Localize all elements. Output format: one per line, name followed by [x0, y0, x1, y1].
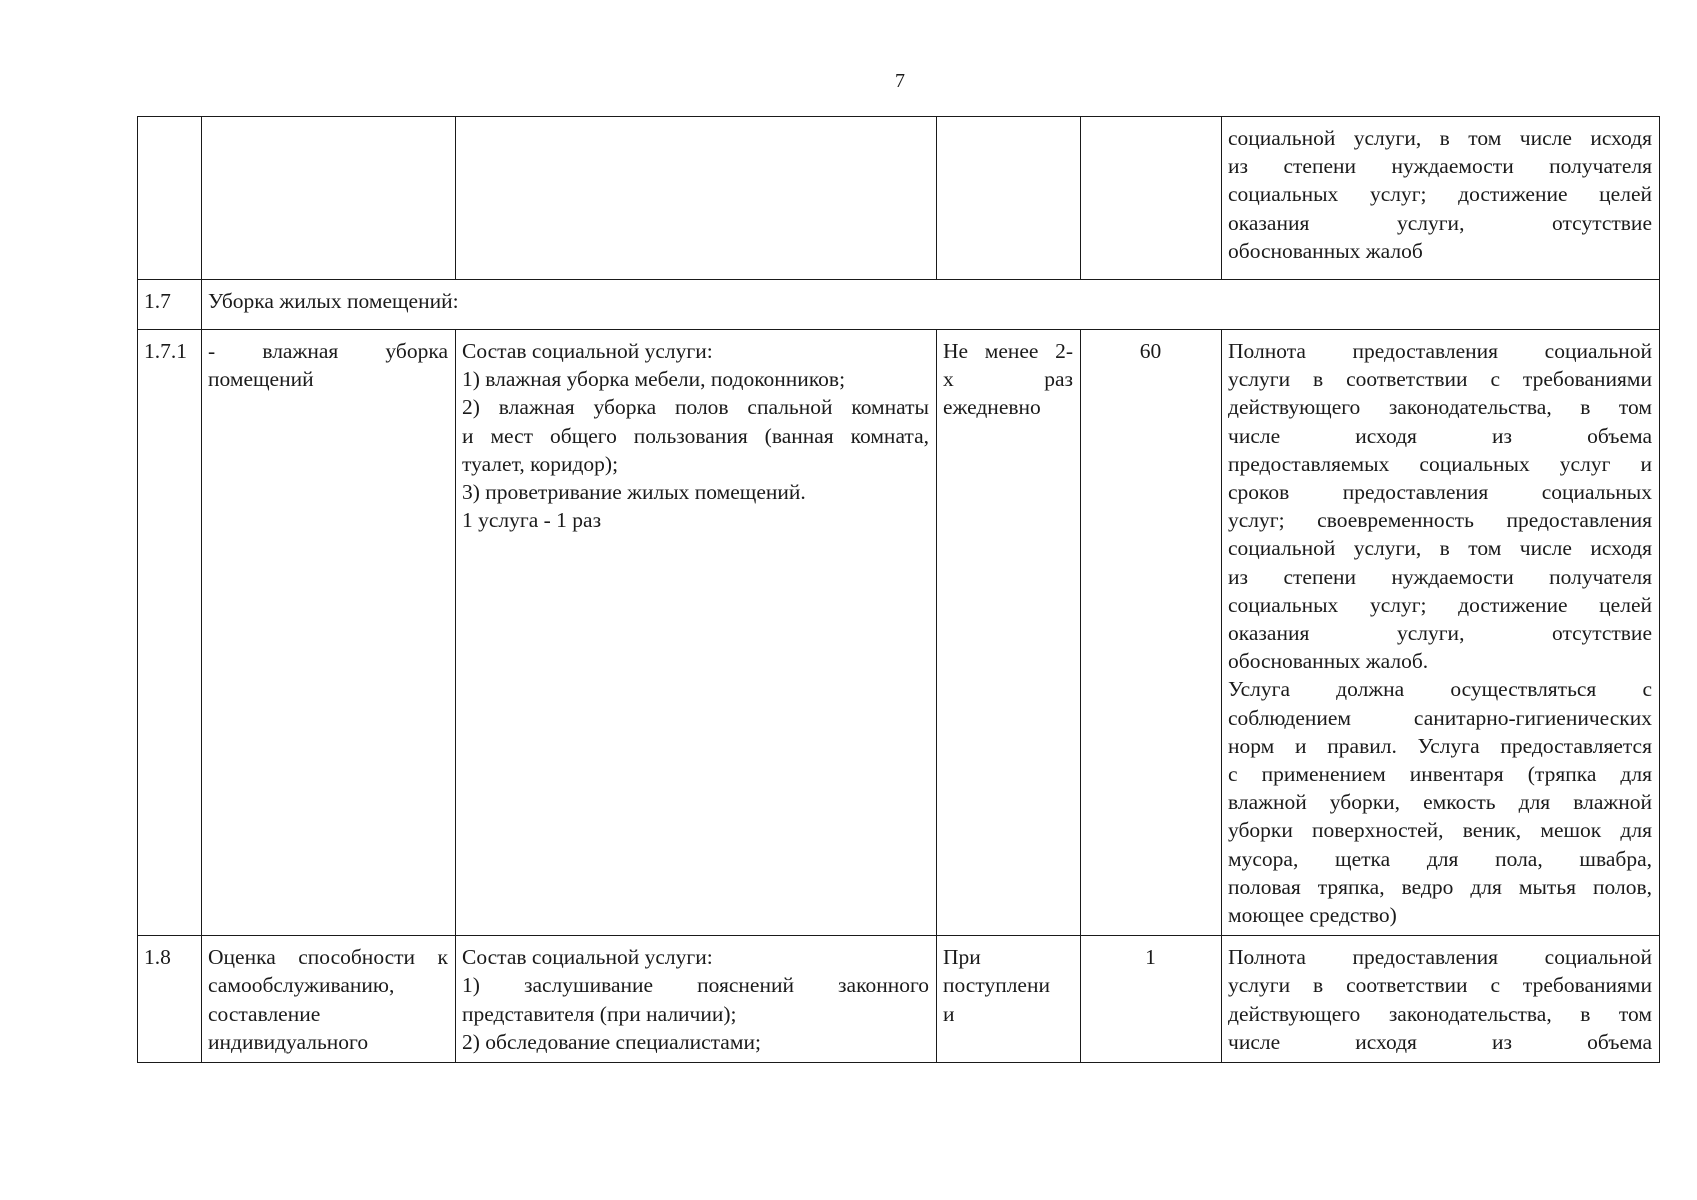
frequency-line: поступлени [943, 973, 1050, 998]
quality-line: оказания услуги, отсутствие [1228, 210, 1652, 235]
service-frequency [937, 936, 1081, 1063]
quality-line: Полнота предоставления социальной [1228, 339, 1652, 363]
quality-line: числе исходя из объема [1228, 1029, 1652, 1054]
service-amount: 1 [1081, 936, 1222, 1063]
quality-line: предоставляемых социальных услуг и [1228, 451, 1652, 476]
quality-line: соблюдением санитарно-гигиенических [1228, 705, 1652, 730]
content-line: Состав социальной услуги: [462, 339, 713, 363]
quality-line: социальных услуг; достижение целей [1228, 592, 1652, 617]
quality-line: Полнота предоставления социальной [1228, 945, 1652, 970]
content-line: Состав социальной услуги: [462, 945, 713, 970]
content-line: 2) влажная уборка полов спальной комнаты [462, 395, 929, 420]
service-name-line: - влажная уборка [208, 339, 448, 363]
cell-amount [1081, 117, 1222, 280]
content-line: туалет, коридор); [462, 451, 619, 476]
content-line: 2) обследование специалистами; [462, 1029, 761, 1054]
content-line: 1) заслушивание пояснений законного [462, 973, 929, 998]
frequency-line: При [943, 945, 981, 970]
quality-line: услуги в соответствии с требованиями [1228, 367, 1652, 392]
quality-line: сроков предоставления социальных [1228, 480, 1652, 505]
quality-line: действующего законодательства, в том [1228, 395, 1652, 420]
quality-line: влажной уборки, емкость для влажной [1228, 790, 1652, 815]
service-name [202, 330, 456, 936]
quality-line: с применением инвентаря (тряпка для [1228, 762, 1652, 787]
service-name-line: помещений [208, 367, 314, 392]
table-row-1-7-1 [138, 330, 1660, 936]
service-content [456, 936, 937, 1063]
service-name-line: индивидуального [208, 1029, 369, 1054]
quality-line: обоснованных жалоб [1228, 238, 1423, 263]
row-number: 1.7 [138, 280, 202, 330]
cell-name [202, 117, 456, 280]
frequency-line: х раз [943, 367, 1073, 392]
quality-line: действующего законодательства, в том [1228, 1001, 1652, 1026]
quality-line: норм и правил. Услуга предоставляется [1228, 733, 1652, 758]
quality-line: социальной услуги, в том числе исходя [1228, 126, 1652, 150]
frequency-line: и [943, 1001, 955, 1026]
page-number: 7 [895, 70, 905, 92]
row-number: 1.8 [138, 936, 202, 1063]
service-name-line: Оценка способности к [208, 945, 448, 970]
frequency-line: ежедневно [943, 395, 1041, 420]
frequency-line: Не менее 2- [943, 339, 1073, 363]
row-number: 1.7.1 [138, 330, 202, 936]
quality-line: мусора, щетка для пола, швабра, [1228, 846, 1652, 871]
service-amount: 60 [1081, 330, 1222, 936]
content-line: и мест общего пользования (ванная комната, [462, 423, 929, 448]
cell-num [138, 117, 202, 280]
service-name-line: самообслуживанию, [208, 973, 395, 998]
table-row-1-7 [138, 280, 1660, 330]
quality-line: уборки поверхностей, веник, мешок для [1228, 818, 1652, 843]
service-quality [1222, 936, 1660, 1063]
content-line: представителя (при наличии); [462, 1001, 737, 1026]
service-frequency [937, 330, 1081, 936]
service-quality [1222, 330, 1660, 936]
quality-line: услуги в соответствии с требованиями [1228, 973, 1652, 998]
quality-line: моющее средство) [1228, 903, 1397, 928]
table-row-1-8 [138, 936, 1660, 1063]
quality-line: услуг; своевременность предоставления [1228, 508, 1652, 533]
quality-line: обоснованных жалоб. [1228, 649, 1429, 674]
section-title: Уборка жилых помещений: [202, 280, 1660, 330]
quality-line: социальных услуг; достижение целей [1228, 182, 1652, 207]
services-table [137, 116, 1660, 1063]
quality-line: Услуга должна осуществляться с [1228, 677, 1652, 702]
content-line: 3) проветривание жилых помещений. [462, 480, 806, 505]
content-line: 1 услуга - 1 раз [462, 508, 602, 533]
quality-line: половая тряпка, ведро для мытья полов, [1228, 874, 1652, 899]
quality-line: оказания услуги, отсутствие [1228, 621, 1652, 646]
quality-line: из степени нуждаемости получателя [1228, 564, 1652, 589]
service-name-line: составление [208, 1001, 321, 1026]
quality-line: социальной услуги, в том числе исходя [1228, 536, 1652, 561]
cell-content [456, 117, 937, 280]
service-content [456, 330, 937, 936]
cell-frequency [937, 117, 1081, 280]
content-line: 1) влажная уборка мебели, подоконников; [462, 367, 846, 392]
service-name [202, 936, 456, 1063]
quality-line: из степени нуждаемости получателя [1228, 154, 1652, 179]
quality-line: числе исходя из объема [1228, 423, 1652, 448]
table-row-continuation [138, 117, 1660, 280]
cell-quality [1222, 117, 1660, 280]
